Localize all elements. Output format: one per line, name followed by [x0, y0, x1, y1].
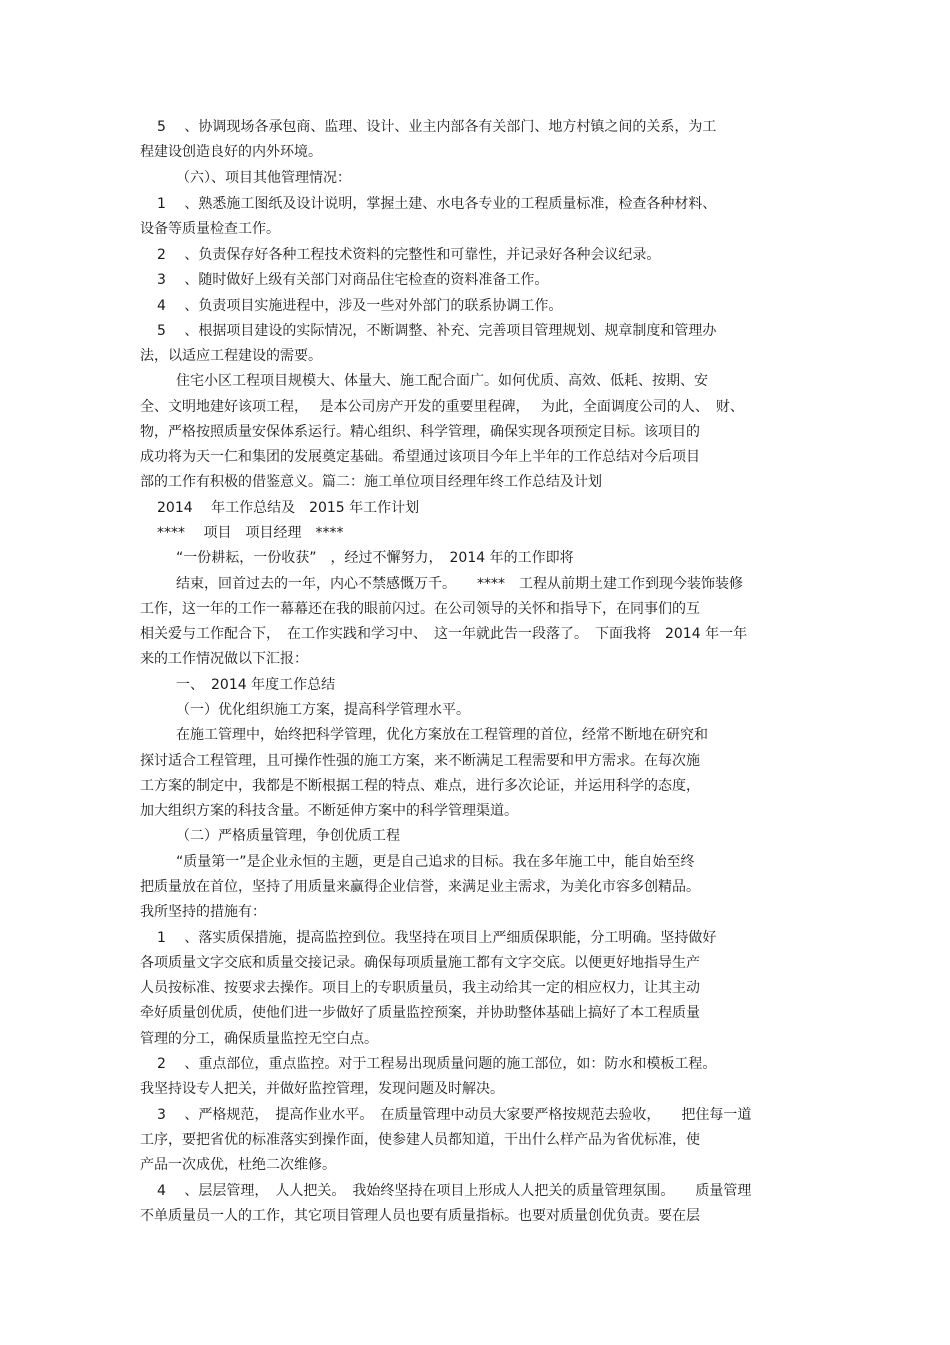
text-line: 2 、负责保存好各种工程技术资料的完整性和可靠性，并记录好各种会议纪录。 [157, 247, 661, 263]
text-line: 来的工作情况做以下汇报： [140, 651, 308, 667]
text-line: 牵好质量创优质，使他们进一步做好了质量监控预案，并协助整体基础上搞好了本工程质量 [140, 1005, 700, 1021]
text-line: 1 、落实质保措施，提高监控到位。我坚持在项目上严细质保职能，分工明确。坚持做好 [157, 930, 717, 946]
text-line: 工方案的制定中，我都是不断根据工程的特点、难点，进行多次论证，并运用科学的态度， [140, 778, 700, 794]
text-line: 物，严格按照质量安保体系运行。精心组织、科学管理，确保实现各项预定目标。该项目的 [140, 424, 700, 440]
text-line: 工作，这一年的工作一幕幕还在我的眼前闪过。在公司领导的关怀和指导下，在同事们的互 [140, 601, 700, 617]
text-line: 部的工作有积极的借鉴意义。篇二：施工单位项目经理年终工作总结及计划 [140, 474, 602, 490]
text-line: 1 、熟悉施工图纸及设计说明，掌握土建、水电各专业的工程质量标准，检查各种材料、 [157, 196, 717, 212]
text-line: 结束，回首过去的一年，内心不禁感慨万千。 **** 工程从前期土建工作到现今装饰装修 [176, 576, 743, 592]
text-line: 2 、重点部位，重点监控。对于工程易出现质量问题的施工部位，如：防水和模板工程。 [157, 1056, 717, 1072]
text-line: 3 、随时做好上级有关部门对商品住宅检查的资料准备工作。 [157, 272, 549, 288]
text-line: 全、文明地建好该项工程， 是本公司房产开发的重要里程碑， 为此，全面调度公司的人、 财、 [140, 399, 744, 415]
text-line: 各项质量文字交底和质量交接记录。确保每项质量施工都有文字交底。以便更好地指导生产 [140, 955, 700, 971]
text-line: 4 、层层管理， 人人把关。 我始终坚持在项目上形成人人把关的质量管理氛围。 质量管理 [157, 1183, 752, 1199]
text-line: 设备等质量检查工作。 [140, 221, 280, 237]
text-line: 在施工管理中，始终把科学管理，优化方案放在工程管理的首位，经常不断地在研究和 [176, 727, 708, 743]
text-line: 5 、根据项目建设的实际情况，不断调整、补充、完善项目管理规划、规章制度和管理办 [157, 323, 717, 339]
text-line: “质量第一”是企业永恒的主题，更是自己追求的目标。我在多年施工中，能自始至终 [176, 854, 695, 870]
text-line: 3 、严格规范， 提高作业水平。 在质量管理中动员大家要严格按规范去验收， 把住每一道 [157, 1107, 752, 1123]
text-line: 探讨适合工程管理，且可操作性强的施工方案，来不断满足工程需要和甲方需求。在每次施 [140, 753, 700, 769]
text-line: 不单质量员一人的工作，其它项目管理人员也要有质量指标。也要对质量创优负责。要在层 [140, 1208, 700, 1224]
text-line: 相关爱与工作配合下， 在工作实践和学习中、 这一年就此告一段落了。 下面我将 2014 年一年 [140, 626, 748, 642]
section-heading: （六）、项目其他管理情况： [176, 170, 351, 186]
section-heading: （一）优化组织施工方案，提高科学管理水平。 [176, 702, 470, 718]
title-line: 2014 年工作总结及 2015 年工作计划 [157, 500, 420, 516]
text-line: 工序，要把省优的标准落实到操作面，使参建人员都知道，干出什么样产品为省优标准，使 [140, 1132, 700, 1148]
author-line: **** 项目 项目经理 **** [157, 525, 344, 541]
text-line: 4 、负责项目实施进程中，涉及一些对外部门的联系协调工作。 [157, 298, 563, 314]
section-heading: （二）严格质量管理，争创优质工程 [176, 828, 400, 844]
text-line: 加大组织方案的科技含量。不断延伸方案中的科学管理渠道。 [140, 803, 518, 819]
text-line: 程建设创造良好的内外环境。 [140, 144, 322, 160]
text-line: 我坚持设专人把关，并做好监控管理，发现问题及时解决。 [140, 1081, 504, 1097]
section-heading: 一、 2014 年度工作总结 [176, 677, 336, 693]
text-line: 产品一次成优，杜绝二次维修。 [140, 1157, 336, 1173]
text-line: 成功将为天一仁和集团的发展奠定基础。希望通过该项目今年上半年的工作总结对今后项目 [140, 449, 700, 465]
text-line: 管理的分工，确保质量监控无空白点。 [140, 1031, 378, 1047]
text-line: 把质量放在首位，坚持了用质量来赢得企业信誉，来满足业主需求，为美化市容多创精品。 [140, 879, 700, 895]
text-line: “一份耕耘，一份收获” ，经过不懈努力， 2014 年的工作即将 [176, 550, 574, 566]
text-line: 人员按标准、按要求去操作。项目上的专职质量员，我主动给其一定的相应权力，让其主动 [140, 980, 700, 996]
text-line: 我所坚持的措施有： [140, 904, 266, 920]
text-line: 住宅小区工程项目规模大、体量大、施工配合面广。如何优质、高效、低耗、按期、安 [176, 373, 708, 389]
text-line: 5 、协调现场各承包商、监理、设计、业主内部各有关部门、地方村镇之间的关系，为工 [157, 119, 717, 135]
text-line: 法，以适应工程建设的需要。 [140, 348, 322, 364]
